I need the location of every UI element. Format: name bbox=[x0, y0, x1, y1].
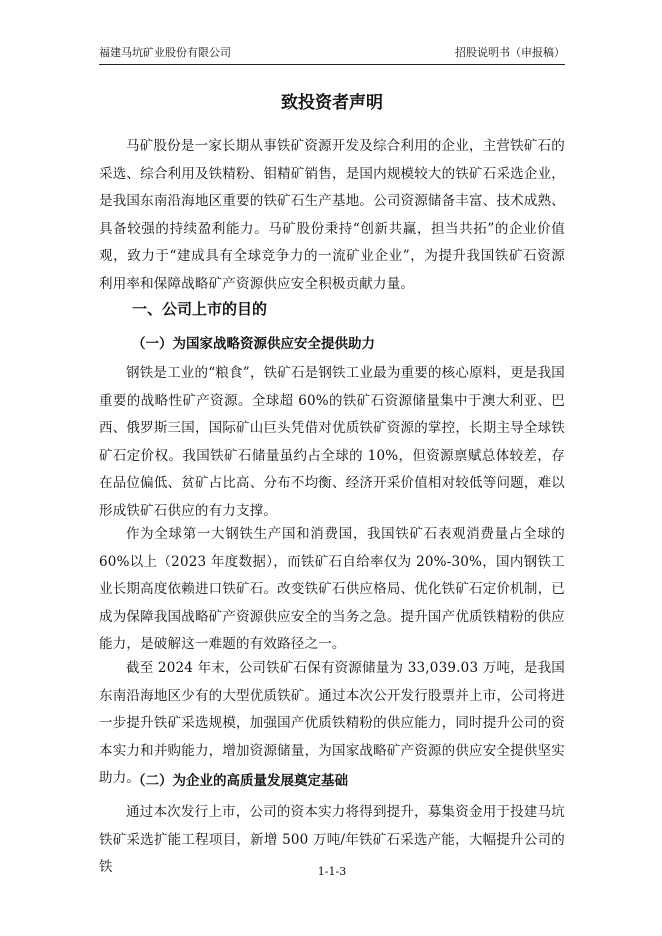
page-header bbox=[99, 44, 565, 65]
page-title: 致投资者声明 bbox=[281, 93, 383, 113]
header-company-name: 福建马坑矿业股份有限公司 bbox=[99, 46, 231, 59]
paragraph-reserves: 截至 2024 年末，公司铁矿石保有资源储量为 33,039.03 万吨，是我国东南沿海地区少有的大型优质铁矿。通过本次公开发行股票并上市，公司将进一步提升铁矿采选规模，加强国产优质铁精粉的供应能力，同时提升公司的资本实力和并购能力，增加资源储量，为国家战略矿产资源的供应安全提供坚实助力。 bbox=[99, 660, 565, 786]
intro-paragraph: 马矿股份是一家长期从事铁矿资源开发及综合利用的企业，主营铁矿石的采选、综合利用及铁精粉、钼精矿销售，是国内规模较大的铁矿石采选企业，是我国东南沿海地区重要的铁矿石生产基地。公司资源储备丰富、技术成熟、具备较强的持续盈利能力。马矿股份秉持“创新共赢，担当共拓”的企业价值观，致力于“建成具有全球竞争力的一流矿业企业”，为提升我国铁矿石资源利用率和保障战略矿产资源供应安全积极贡献力量。 bbox=[99, 138, 565, 292]
section-heading-purpose: 一、公司上市的目的 bbox=[132, 300, 268, 318]
paragraph-iron-ore-strategic: 钢铁是工业的“粮食”，铁矿石是钢铁工业最为重要的核心原料，更是我国重要的战略性矿产资源。全球超 60%的铁矿石资源储量集中于澳大利亚、巴西、俄罗斯三国，国际矿山巨头凭借对优质铁矿资源的掌控，长期主导全球铁矿石定价权。我国铁矿石储量虽约占全球的 10%，但资源禀赋总体较差，存在品位偏低、贫矿占比高、分布不均衡、经济开采价值相对较低等问题，难以形成铁矿石供应的有力支撑。 bbox=[99, 365, 565, 519]
subsection-heading-development: （二）为企业的高质量发展奠定基础 bbox=[132, 773, 348, 789]
paragraph-import-dependence: 作为全球第一大钢铁生产国和消费国，我国铁矿石表观消费量占全球的 60%以上（2023 年度数据），而铁矿石自给率仅为 20%-30%，国内钢铁工业长期高度依赖进口铁矿石。改变铁矿石供应格局、优化铁矿石定价机制，已成为保障我国战略矿产资源供应安全的当务之急。提升国产优质铁精粉的供应能力，是破解这一难题的有效路径之一。 bbox=[99, 526, 565, 652]
subsection-heading-resource-security: （一）为国家战略资源供应安全提供助力 bbox=[132, 336, 375, 352]
header-document-type: 招股说明书（申报稿） bbox=[455, 46, 565, 59]
page-number: 1-1-3 bbox=[317, 865, 347, 878]
paragraph-capital-expansion: 通过本次发行上市，公司的资本实力将得到提升，募集资金用于投建马坑铁矿采选扩能工程项目，新增 500 万吨/年铁矿石采选产能，大幅提升公司的铁 bbox=[99, 804, 565, 875]
